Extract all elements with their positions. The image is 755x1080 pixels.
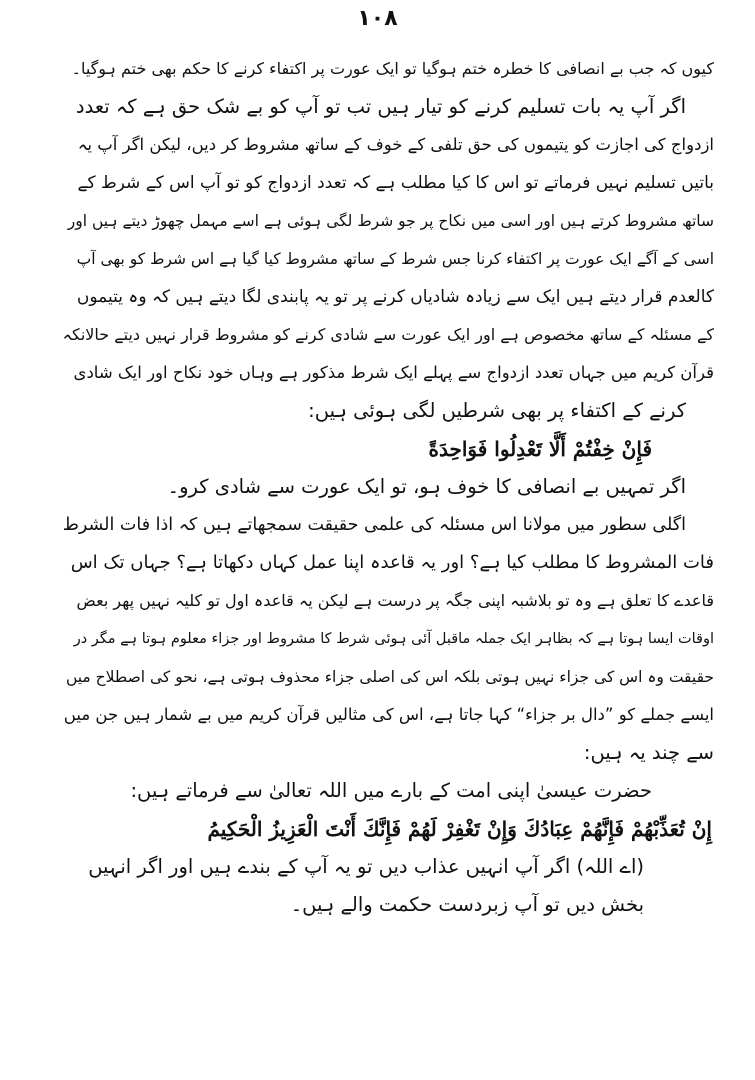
text-line: کیوں کہ جب بے انصافی کا خطرہ ختم ہوگیا تو ایک عورت پر اکتفاء کرنے کا حکم بھی ختم ہوگیا۔ (71, 59, 714, 78)
text-line: باتیں تسلیم نہیں فرماتے تو اس کا کیا مطلب ہے کہ تعدد ازدواج کو تو آپ اس کے شرط کے (77, 173, 714, 193)
text-line: قاعدے کا تعلق ہے وہ تو بلاشبہ اپنی جگہ پر درست ہے لیکن یہ قاعدہ اول تو کلیہ نہیں پھر بعض (76, 591, 714, 610)
quran-verse: فَإِنْ خِفْتُمْ أَلَّا تَعْدِلُوا فَوَاحِدَةً (428, 437, 652, 461)
text-line: ایسے جملے کو ”دال بر جزاء“ کہا جاتا ہے، اس کی مثالیں قرآن کریم میں بے شمار ہیں جن میں (63, 705, 714, 724)
text-line: کالعدم قرار دیتے ہیں ایک سے زیادہ شادیاں کرنے پر تو یہ پابندی لگا دیتے ہیں کہ وہ یتیموں (76, 287, 714, 307)
body-text (62, 50, 714, 924)
text-line: فات المشروط کا مطلب کیا ہے؟ اور یہ قاعدہ اپنا عمل کہاں دکھاتا ہے؟ جہاں تک اس (70, 552, 714, 573)
verse-translation: بخش دیں تو آپ زبردست حکمت والے ہیں۔ (290, 893, 644, 916)
text-line: حقیقت وہ اس کی جزاء نہیں ہوتی بلکہ اس کی اصلی جزاء محذوف ہوتی ہے، نحو کی اصطلاح میں (65, 668, 714, 686)
verse-translation: اگر تمہیں بے انصافی کا خوف ہو، تو ایک عورت سے شادی کرو۔ (167, 475, 686, 498)
text-line: اگر آپ یہ بات تسلیم کرنے کو تیار ہیں تب تو آپ کو بے شک حق ہے کہ تعدد (75, 95, 686, 118)
text-line: کرنے کے اکتفاء پر بھی شرطیں لگی ہوئی ہیں: (308, 399, 686, 422)
text-line: قرآن کریم میں جہاں تعدد ازدواج سے پہلے ایک شرط مذکور ہے وہاں خود نکاح اور ایک شادی (73, 363, 714, 382)
text-line: کے مسئلہ کے ساتھ مخصوص ہے اور ایک عورت سے شادی کرنے کو مشروط قرار نہیں دیتے حالانکہ (62, 325, 714, 344)
text-line: اسی کے آگے ایک عورت پر اکتفاء کرنا جس شرط کے ساتھ مشروط کیا گیا ہے اس شرط کو بھی آپ (76, 250, 714, 268)
text-line: اوقات ایسا ہوتا ہے کہ بظاہر ایک جملہ ماقبل آئی ہوئی شرط کا مشروط اور جزاء معلوم ہوتا ہے مگر در (73, 631, 714, 647)
text-line: اگلی سطور میں مولانا اس مسئلہ کی علمی حقیقت سمجھاتے ہیں کہ اذا فات الشرط (62, 515, 686, 535)
text-line: ازدواج کی اجازت کو یتیموں کی حق تلفی کے خوف کے ساتھ مشروط کر دیں، لیکن اگر آپ یہ (77, 135, 714, 154)
text-line: ساتھ مشروط کرتے ہیں اور اسی میں نکاح پر جو شرط لگی ہوئی ہے اسے مہمل چھوڑ دیتے ہیں اور (67, 212, 714, 230)
intro-line: حضرت عیسیٰ اپنی امت کے بارے میں اللہ تعالیٰ سے فرماتے ہیں: (130, 779, 652, 802)
quran-verse: إِنْ تُعَذِّبْهُمْ فَإِنَّهُمْ عِبَادُكَ وَإِنْ تَغْفِرْ لَهُمْ فَإِنَّكَ أَنْتَ الْعَزِيزُ الْحَكِيمُ (207, 817, 712, 841)
verse-translation: (اے اللہ) اگر آپ انہیں عذاب دیں تو یہ آپ کے بندے ہیں اور اگر انہیں (88, 855, 644, 878)
page-number: ١٠٨ (357, 6, 398, 31)
text-line: سے چند یہ ہیں: (583, 741, 714, 764)
